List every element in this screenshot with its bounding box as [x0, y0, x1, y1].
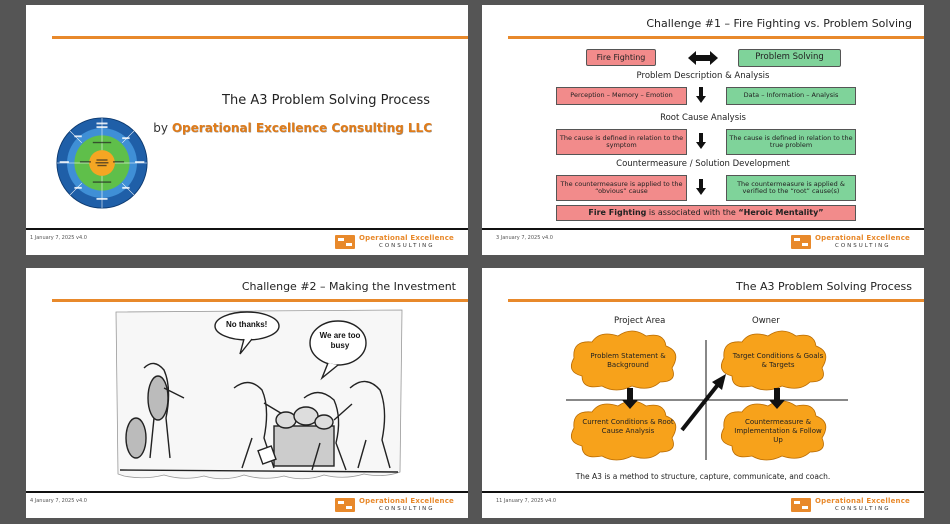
header-rule: [52, 299, 468, 302]
logo-mark-icon: [335, 498, 355, 512]
logo-mark-icon: [791, 498, 811, 512]
logo-line-1: Operational Excellence: [359, 234, 455, 242]
company-logo: [335, 233, 460, 251]
section-problem-description: Problem Description & Analysis: [636, 71, 770, 81]
down-arrow-icon: [696, 87, 706, 103]
slide-3-thumbnail[interactable]: [482, 5, 924, 255]
slide-4-thumbnail[interactable]: [26, 268, 468, 518]
logo-line-2: CONSULTING: [379, 243, 435, 249]
slide-3-title: Challenge #1 – Fire Fighting vs. Problem Solving: [646, 17, 912, 30]
slide-number-date: 11 January 7, 2025 v4.0: [496, 498, 557, 504]
bubble-no-thanks: No thanks!: [226, 320, 268, 329]
logo-mark-icon: [791, 235, 811, 249]
bubble-too-busy: We are too busy: [319, 331, 361, 350]
double-arrow-icon: [688, 51, 718, 65]
slide-1-title: The A3 Problem Solving Process: [222, 93, 430, 108]
logo-line-1: Operational Excellence: [815, 497, 911, 505]
logo-mark-icon: [335, 235, 355, 249]
footer-rule: [26, 228, 468, 230]
slide-1-thumbnail[interactable]: [26, 5, 468, 255]
heroic-mentality-banner: [556, 205, 856, 221]
header-rule: [508, 36, 924, 39]
a3-caption: The A3 is a method to structure, capture, communicate, and coach.: [575, 472, 831, 481]
section-root-cause: Root Cause Analysis: [660, 113, 746, 123]
logo-line-2: CONSULTING: [379, 506, 435, 512]
fire-fighting-box: Fire Fighting: [586, 49, 656, 66]
section-countermeasure: Countermeasure / Solution Development: [616, 159, 790, 169]
banner-middle-text: is associated with the: [646, 208, 739, 218]
logo-line-1: Operational Excellence: [815, 234, 911, 242]
column-owner: Owner: [752, 316, 780, 326]
slide-number-date: 4 January 7, 2025 v4.0: [30, 498, 87, 504]
obvious-cause-box: The countermeasure is applied to the “obvious” cause: [556, 175, 687, 201]
cloud-problem-statement: Problem Statement & Background: [590, 352, 666, 369]
footer-rule: [26, 491, 468, 493]
column-project-area: Project Area: [614, 316, 666, 326]
company-logo: [791, 233, 916, 251]
down-arrow-icon: [696, 133, 706, 149]
down-arrow-icon: [696, 179, 706, 195]
cloud-current-conditions: Current Conditions & Root Cause Analysis: [582, 418, 674, 435]
symptom-cause-box: The cause is defined in relation to the symptom: [556, 129, 687, 155]
company-logo: [791, 496, 916, 514]
slide-number-date: 1 January 7, 2025 v4.0: [30, 235, 87, 241]
data-box: Data – Information – Analysis: [726, 87, 856, 105]
slide-1-subtitle: [153, 121, 432, 135]
cloud-countermeasure: Countermeasure & Implementation & Follow Up: [734, 418, 822, 444]
slide-4-title: Challenge #2 – Making the Investment: [241, 280, 456, 293]
slide-number-date: 3 January 7, 2025 v4.0: [496, 235, 553, 241]
improvement-wheel-icon: [56, 117, 148, 209]
slide-11-title: The A3 Problem Solving Process: [736, 280, 912, 293]
cloud-target-conditions: Target Conditions & Goals & Targets: [732, 352, 824, 369]
perception-box: Perception – Memory – Emotion: [556, 87, 687, 105]
logo-line-1: Operational Excellence: [359, 497, 455, 505]
fire-fighting-bold: Fire Fighting: [588, 208, 647, 218]
footer-rule: [482, 228, 924, 230]
footer-rule: [482, 491, 924, 493]
header-rule: [52, 36, 468, 39]
logo-line-2: CONSULTING: [835, 506, 891, 512]
logo-line-2: CONSULTING: [835, 243, 891, 249]
company-logo: [335, 496, 460, 514]
by-label: by: [153, 121, 169, 135]
heroic-mentality-bold: “Heroic Mentality”: [738, 208, 824, 218]
problem-solving-box: Problem Solving: [738, 49, 841, 67]
company-name: Operational Excellence Consulting LLC: [171, 121, 432, 135]
root-cause-box: The countermeasure is applied & verified to the “root” cause(s): [726, 175, 856, 201]
true-cause-box: The cause is defined in relation to the true problem: [726, 129, 856, 155]
slide-11-thumbnail[interactable]: [482, 268, 924, 518]
